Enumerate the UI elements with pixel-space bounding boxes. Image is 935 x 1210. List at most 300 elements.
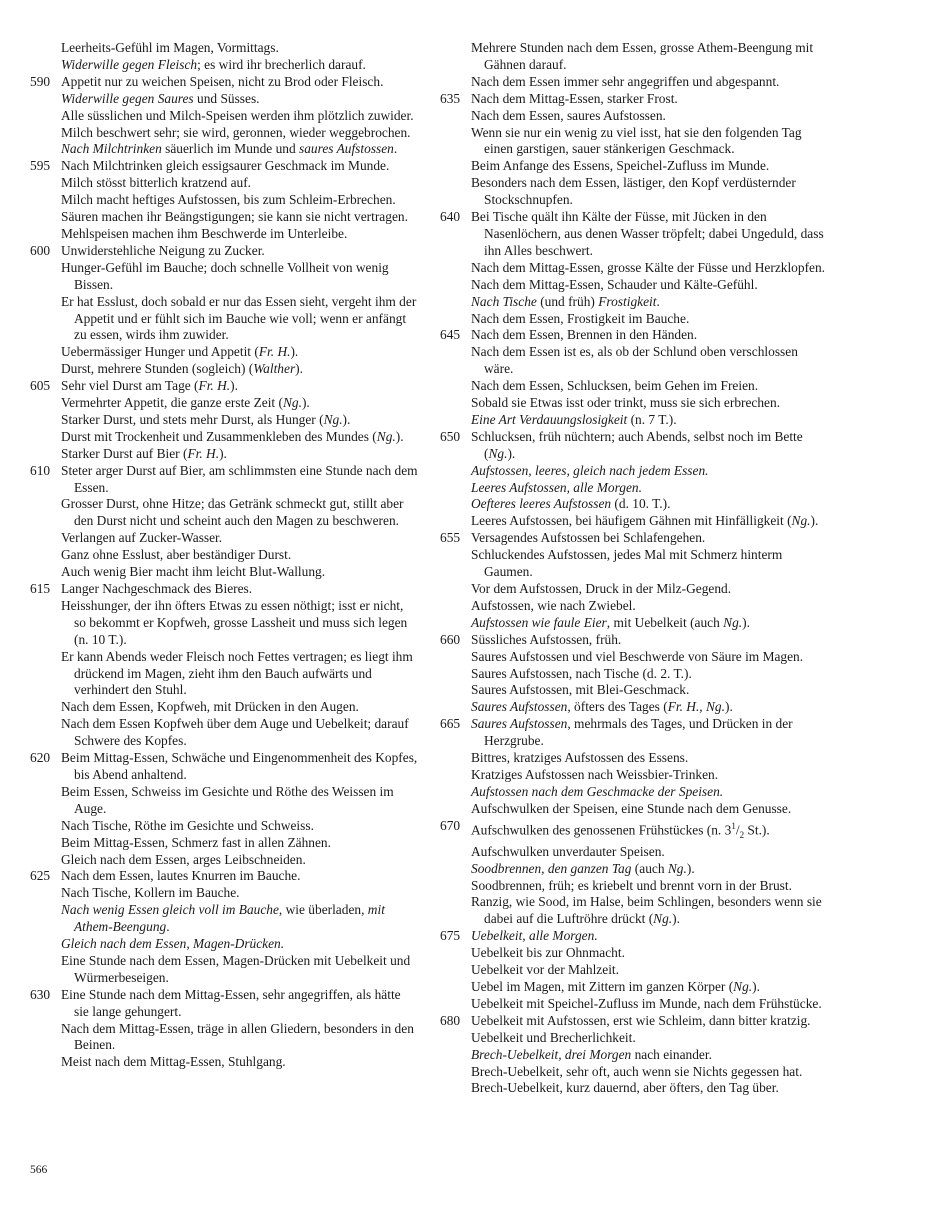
italic-segment: mit Athem-Beengung xyxy=(74,902,385,935)
entry-text xyxy=(471,699,828,716)
symptom-entry xyxy=(30,344,418,361)
italic-segment: saures Aufstossen xyxy=(299,141,394,157)
symptom-entry xyxy=(30,598,418,649)
symptom-entry xyxy=(440,1030,828,1047)
italic-segment: Ng. xyxy=(488,445,508,461)
entry-text xyxy=(471,581,828,598)
symptom-entry xyxy=(30,175,418,192)
text-segment: Nach dem Mittag-Essen, Schauder und Kälte-Gefühl. xyxy=(471,276,758,292)
text-segment: , öfters des Tages ( xyxy=(567,699,668,715)
text-segment: Vor dem Aufstossen, Druck in der Milz-Gegend. xyxy=(471,581,732,596)
text-segment: Nach dem Essen, saures Aufstossen. xyxy=(471,107,666,123)
symptom-entry xyxy=(440,378,828,395)
italic-segment: Widerwille gegen Saures xyxy=(61,90,194,106)
symptom-entry xyxy=(30,564,418,581)
symptom-entry xyxy=(440,615,828,632)
symptom-entry xyxy=(440,513,828,530)
entry-number: 620 xyxy=(30,750,51,766)
text-segment: ). xyxy=(686,860,695,876)
entry-text xyxy=(61,1054,418,1071)
symptom-entry xyxy=(440,530,828,547)
entry-text xyxy=(471,463,828,480)
entry-text xyxy=(61,649,418,700)
text-segment: Nach Tische, Kollern im Bauche. xyxy=(61,885,240,901)
text-segment: Vermehrter Appetit, die ganze erste Zeit ( xyxy=(61,395,283,411)
entry-text xyxy=(61,429,418,446)
italic-segment: Fr. H. xyxy=(187,445,220,461)
entry-text xyxy=(471,513,828,530)
text-segment: Er kann Abends weder Fleisch noch Fettes vertragen; es liegt ihm drückend im Magen, zieht ihm den Bauch aufwärts und verhindert den Stuhl. xyxy=(61,648,413,698)
symptom-entry xyxy=(440,861,828,878)
entry-text xyxy=(61,175,418,192)
symptom-entry xyxy=(440,784,828,801)
entry-text xyxy=(471,1080,828,1097)
symptom-entry xyxy=(440,1047,828,1064)
entry-text xyxy=(61,818,418,835)
text-segment: , wie überladen, xyxy=(278,902,368,918)
entry-text xyxy=(471,91,828,108)
symptom-entry xyxy=(440,74,828,91)
entry-text xyxy=(61,412,418,429)
text-segment: Alle süsslichen und Milch-Speisen werden ihm plötzlich zuwider. xyxy=(61,107,414,123)
entry-number: 630 xyxy=(30,986,51,1002)
text-segment: ). xyxy=(219,445,227,461)
symptom-entry xyxy=(440,209,828,260)
italic-segment: Ng. xyxy=(723,614,743,630)
symptom-entry xyxy=(30,378,418,395)
entry-text xyxy=(61,226,418,243)
text-segment: . xyxy=(166,919,170,935)
entry-number: 665 xyxy=(440,716,461,732)
entry-text xyxy=(471,878,828,895)
entry-number: 640 xyxy=(440,209,461,225)
symptom-entry xyxy=(440,125,828,159)
italic-segment: Nach wenig Essen gleich voll im Bauche xyxy=(61,902,279,918)
text-segment: St.). xyxy=(744,822,770,838)
text-segment: Durst mit Trockenheit und Zusammenkleben des Mundes ( xyxy=(61,428,377,444)
entry-number: 595 xyxy=(30,158,51,174)
symptom-entry xyxy=(440,666,828,683)
text-segment: Mehrere Stunden nach dem Essen, grosse Athem-Beengung mit Gähnen darauf. xyxy=(471,40,814,72)
symptom-entry xyxy=(30,74,418,91)
symptom-entry xyxy=(440,716,828,750)
entry-text xyxy=(61,40,418,57)
entry-text xyxy=(61,344,418,361)
symptom-entry xyxy=(30,40,418,57)
symptom-entry xyxy=(440,699,828,716)
entry-number: 605 xyxy=(30,378,51,394)
italic-segment: Aufstossen nach dem Geschmacke der Speisen. xyxy=(471,783,724,799)
text-segment: Beim Essen, Schweiss im Gesichte und Röthe des Weissen im Auge. xyxy=(61,783,394,816)
entry-text xyxy=(471,530,828,547)
entry-text xyxy=(61,784,418,818)
text-segment: Sobald sie Etwas isst oder trinkt, muss sie sich erbrechen. xyxy=(471,395,781,411)
text-segment: säuerlich im Munde und xyxy=(161,141,300,157)
italic-segment: Eine Art Verdauungslosigkeit xyxy=(471,411,628,427)
entry-text xyxy=(61,1021,418,1055)
symptom-entry xyxy=(30,547,418,564)
entry-text xyxy=(61,463,418,497)
text-segment: Uebelkeit und Brecherlichkeit. xyxy=(471,1029,636,1045)
entry-text xyxy=(471,682,828,699)
text-segment: Wenn sie nur ein wenig zu viel isst, hat sie den folgenden Tag einen garstigen, sauer stänkerigen Geschmack. xyxy=(471,124,802,157)
text-segment: Schlucksen, früh nüchtern; auch Abends, selbst noch im Bette ( xyxy=(471,428,803,461)
symptom-entry xyxy=(440,91,828,108)
text-segment: Nach dem Mittag-Essen, grosse Kälte der Füsse und Herzklopfen. xyxy=(471,259,826,275)
entry-text xyxy=(61,530,418,547)
text-segment: ). xyxy=(290,344,299,360)
symptom-entry xyxy=(30,987,418,1021)
symptom-entry xyxy=(30,818,418,835)
symptom-entry xyxy=(440,632,828,649)
entry-text xyxy=(61,378,418,395)
entry-text xyxy=(471,1013,828,1030)
entry-text xyxy=(471,894,828,928)
text-segment: Bittres, kratziges Aufstossen des Essens. xyxy=(471,750,689,766)
italic-segment: Fr. H., Ng. xyxy=(667,699,725,715)
symptom-entry xyxy=(440,1064,828,1081)
text-segment: Aufschwulken unverdauter Speisen. xyxy=(471,843,665,859)
text-segment: Saures Aufstossen, nach Tische (d. 2. T.). xyxy=(471,665,692,681)
text-segment: Milch beschwert sehr; sie wird, geronnen, wieder weggebrochen. xyxy=(61,124,411,140)
symptom-entry xyxy=(440,962,828,979)
text-segment: Uebelkeit mit Aufstossen, erst wie Schleim, dann bitter kratzig. xyxy=(471,1012,811,1028)
entry-text xyxy=(471,175,828,209)
italic-segment: Ng. xyxy=(733,978,753,994)
entry-text xyxy=(61,699,418,716)
text-segment: Aufschwulken des genossenen Frühstückes (n. 3 xyxy=(471,822,732,838)
entry-text xyxy=(61,598,418,649)
entry-text xyxy=(61,987,418,1021)
entry-text xyxy=(471,996,828,1013)
right-column xyxy=(440,40,828,1097)
symptom-entry xyxy=(440,649,828,666)
symptom-entry xyxy=(30,260,418,294)
entry-text xyxy=(61,953,418,987)
entry-text xyxy=(61,192,418,209)
symptom-entry xyxy=(30,91,418,108)
text-segment: Uebermässiger Hunger und Appetit ( xyxy=(61,344,259,360)
symptom-entry xyxy=(30,852,418,869)
entry-number: 660 xyxy=(440,631,461,647)
symptom-entry xyxy=(440,429,828,463)
symptom-entry xyxy=(30,953,418,987)
symptom-entry xyxy=(30,446,418,463)
text-segment: Beim Anfange des Essens, Speichel-Zufluss im Munde. xyxy=(471,158,770,174)
text-segment: (und früh) xyxy=(536,293,599,309)
entry-text xyxy=(471,158,828,175)
symptom-entry xyxy=(440,581,828,598)
text-segment: . xyxy=(656,293,660,309)
text-segment: 1 xyxy=(731,820,736,831)
symptom-entry xyxy=(440,311,828,328)
symptom-entry xyxy=(30,1054,418,1071)
entry-text xyxy=(471,979,828,996)
symptom-entry xyxy=(30,429,418,446)
text-segment: 2 xyxy=(739,829,745,840)
text-segment: Nach Milchtrinken gleich essigsaurer Geschmack im Munde. xyxy=(61,158,390,174)
text-segment: Heisshunger, der ihn öfters Etwas zu essen nöthigt; isst er nicht, so bekommt er Kopfweh, grosse Lassheit und muss sich legen (n. 10 T.). xyxy=(61,597,408,647)
entry-text xyxy=(471,649,828,666)
symptom-entry xyxy=(30,649,418,700)
entry-text xyxy=(61,108,418,125)
entry-text xyxy=(61,547,418,564)
entry-number: 670 xyxy=(440,817,461,833)
entry-text xyxy=(61,868,418,885)
text-segment: Uebelkeit bis zur Ohnmacht. xyxy=(471,945,625,961)
symptom-entry xyxy=(30,784,418,818)
entry-text xyxy=(471,344,828,378)
symptom-entry xyxy=(30,699,418,716)
symptom-entry xyxy=(440,878,828,895)
entry-text xyxy=(61,750,418,784)
text-segment: Nach dem Essen, lautes Knurren im Bauche. xyxy=(61,868,301,884)
text-segment: Starker Durst, und stets mehr Durst, als Hunger ( xyxy=(61,411,324,427)
text-segment: ). xyxy=(810,513,819,529)
symptom-entry xyxy=(30,294,418,345)
symptom-entry xyxy=(30,395,418,412)
symptom-entry xyxy=(30,361,418,378)
symptom-entry xyxy=(440,767,828,784)
text-segment: ). xyxy=(507,445,516,461)
text-segment: (n. 7 T.). xyxy=(627,411,677,427)
entry-text xyxy=(471,108,828,125)
text-segment: nach einander. xyxy=(631,1046,712,1062)
entry-text xyxy=(471,260,828,277)
symptom-entry xyxy=(30,57,418,74)
entry-number: 600 xyxy=(30,242,51,258)
symptom-entry xyxy=(440,327,828,344)
symptom-entry xyxy=(30,463,418,497)
entry-number: 590 xyxy=(30,73,51,89)
entry-text xyxy=(61,74,418,91)
entry-text xyxy=(471,125,828,159)
symptom-entry xyxy=(440,260,828,277)
entry-number: 635 xyxy=(440,90,461,106)
entry-text xyxy=(471,1030,828,1047)
text-segment: Nach dem Essen, Kopfweh, mit Drücken in den Augen. xyxy=(61,699,359,715)
symptom-entry xyxy=(440,682,828,699)
italic-segment: Ng. xyxy=(667,860,687,876)
symptom-entry xyxy=(440,496,828,513)
text-segment: und Süsses. xyxy=(193,90,260,106)
entry-text xyxy=(61,496,418,530)
text-segment: Saures Aufstossen und viel Beschwerde von Säure im Magen. xyxy=(471,648,804,664)
symptom-entry xyxy=(440,108,828,125)
entry-text xyxy=(61,564,418,581)
entry-text xyxy=(471,496,828,513)
italic-segment: Aufstossen wie faule Eier xyxy=(471,614,607,630)
text-segment: ). xyxy=(301,395,310,411)
entry-text xyxy=(471,928,828,945)
text-segment: Sehr viel Durst am Tage ( xyxy=(61,378,199,394)
text-segment: Durst, mehrere Stunden (sogleich) ( xyxy=(61,361,254,377)
entry-text xyxy=(61,716,418,750)
symptom-entry xyxy=(440,928,828,945)
symptom-entry xyxy=(440,945,828,962)
entry-text xyxy=(471,277,828,294)
text-segment: Meist nach dem Mittag-Essen, Stuhlgang. xyxy=(61,1054,286,1070)
text-segment: Leeres Aufstossen, bei häufigem Gähnen mit Hinfälligkeit ( xyxy=(471,513,792,529)
entry-number: 610 xyxy=(30,462,51,478)
symptom-entry xyxy=(30,192,418,209)
entry-text xyxy=(61,57,418,74)
text-segment: Auch wenig Bier macht ihm leicht Blut-Wallung. xyxy=(61,564,326,580)
text-segment: Säuren machen ihr Beängstigungen; sie kann sie nicht vertragen. xyxy=(61,209,408,225)
symptom-entry xyxy=(30,412,418,429)
text-segment: ). xyxy=(752,978,760,994)
entry-text xyxy=(471,1047,828,1064)
italic-segment: Leeres Aufstossen, alle Morgen. xyxy=(471,479,642,495)
symptom-entry xyxy=(30,530,418,547)
symptom-entry xyxy=(440,801,828,818)
entry-text xyxy=(471,666,828,683)
entry-text xyxy=(471,395,828,412)
entry-text xyxy=(471,1064,828,1081)
symptom-entry xyxy=(30,1021,418,1055)
text-segment: Ganz ohne Esslust, aber beständiger Durst. xyxy=(61,547,292,563)
italic-segment: Ng. xyxy=(376,428,396,444)
text-segment: Nach dem Essen, Brennen in den Händen. xyxy=(471,327,698,343)
text-segment: ). xyxy=(672,911,680,927)
symptom-entry xyxy=(440,294,828,311)
text-segment: Gleich nach dem Essen, arges Leibschneiden. xyxy=(61,851,306,867)
text-segment: ). xyxy=(724,699,733,715)
symptom-entry xyxy=(440,750,828,767)
text-segment: Nach dem Essen, Schlucksen, beim Gehen im Freien. xyxy=(471,378,759,394)
symptom-entry xyxy=(440,463,828,480)
left-column xyxy=(30,40,418,1071)
text-segment: Verlangen auf Zucker-Wasser. xyxy=(61,530,223,546)
symptom-entry xyxy=(440,344,828,378)
symptom-entry xyxy=(30,243,418,260)
text-segment: Unwiderstehliche Neigung zu Zucker. xyxy=(61,242,265,258)
italic-segment: Fr. H. xyxy=(198,378,231,394)
entry-text xyxy=(61,395,418,412)
text-segment: ). xyxy=(230,378,238,394)
text-segment: Nach dem Essen immer sehr angegriffen und abgespannt. xyxy=(471,73,780,89)
symptom-entry xyxy=(440,844,828,861)
page-number: 566 xyxy=(30,1164,48,1176)
entry-text xyxy=(61,243,418,260)
text-segment: Steter arger Durst auf Bier, am schlimmsten eine Stunde nach dem Essen. xyxy=(61,462,418,495)
entry-text xyxy=(61,446,418,463)
text-segment: Uebel im Magen, mit Zittern im ganzen Körper ( xyxy=(471,978,734,994)
entry-text xyxy=(471,40,828,74)
symptom-entry xyxy=(30,209,418,226)
entry-text xyxy=(471,598,828,615)
symptom-entry xyxy=(440,547,828,581)
entry-number: 650 xyxy=(440,428,461,444)
italic-segment: Saures Aufstossen xyxy=(471,716,568,732)
symptom-entry xyxy=(30,125,418,142)
italic-segment: Gleich nach dem Essen, Magen-Drücken. xyxy=(61,936,285,952)
text-segment: Nach dem Essen Kopfweh über dem Auge und Uebelkeit; darauf Schwere des Kopfes. xyxy=(61,716,409,749)
text-segment: ; es wird ihr brecherlich darauf. xyxy=(197,56,366,72)
text-segment: Mehlspeisen machen ihm Beschwerde im Unterleibe. xyxy=(61,225,348,241)
text-segment: Eine Stunde nach dem Mittag-Essen, sehr angegriffen, als hätte sie lange gehungert. xyxy=(61,986,401,1019)
italic-segment: Brech-Uebelkeit, drei Morgen xyxy=(471,1046,632,1062)
entry-text xyxy=(471,209,828,260)
entry-text xyxy=(471,818,828,844)
symptom-entry xyxy=(440,480,828,497)
symptom-entry xyxy=(30,141,418,158)
italic-segment: Saures Aufstossen xyxy=(471,699,568,715)
text-segment: Nach dem Essen ist es, als ob der Schlund oben verschlossen wäre. xyxy=(471,344,798,377)
text-segment: Langer Nachgeschmack des Bieres. xyxy=(61,581,253,596)
entry-text xyxy=(471,311,828,328)
text-segment: Aufschwulken der Speisen, eine Stunde nach dem Genusse. xyxy=(471,800,792,816)
entry-text xyxy=(471,750,828,767)
text-segment: Appetit nur zu weichen Speisen, nicht zu Brod oder Fleisch. xyxy=(61,73,384,89)
symptom-entry xyxy=(440,996,828,1013)
entry-text xyxy=(471,945,828,962)
symptom-entry xyxy=(440,277,828,294)
entry-number: 675 xyxy=(440,928,461,944)
entry-text xyxy=(61,158,418,175)
italic-segment: Ng. xyxy=(653,911,673,927)
text-segment: Versagendes Aufstossen bei Schlafengehen. xyxy=(471,530,706,546)
text-segment: (d. 10. T.). xyxy=(611,496,671,512)
text-segment: Milch macht heftiges Aufstossen, bis zum Schleim-Erbrechen. xyxy=(61,192,396,208)
text-segment: Soodbrennen, früh; es kriebelt und brennt vorn in der Brust. xyxy=(471,877,792,893)
entry-number: 645 xyxy=(440,327,461,343)
text-segment: Grosser Durst, ohne Hitze; das Getränk schmeckt gut, stillt aber den Durst nicht und scheint auch den Magen zu beschweren. xyxy=(61,496,404,529)
symptom-entry xyxy=(440,158,828,175)
text-segment: Beim Mittag-Essen, Schmerz fast in allen Zähnen. xyxy=(61,834,331,850)
entry-text xyxy=(471,784,828,801)
entry-text xyxy=(471,861,828,878)
symptom-entry xyxy=(30,716,418,750)
entry-text xyxy=(61,361,418,378)
text-segment: Kratziges Aufstossen nach Weissbier-Trinken. xyxy=(471,766,719,782)
entry-number: 680 xyxy=(440,1012,461,1028)
entry-text xyxy=(61,581,418,598)
text-segment: Eine Stunde nach dem Essen, Magen-Drücken mit Uebelkeit und Würmerbeseigen. xyxy=(61,952,411,985)
symptom-entry xyxy=(30,835,418,852)
symptom-entry xyxy=(440,979,828,996)
symptom-entry xyxy=(440,40,828,74)
text-segment: Nach dem Mittag-Essen, träge in allen Gliedern, besonders in den Beinen. xyxy=(61,1020,414,1053)
symptom-entry xyxy=(30,158,418,175)
italic-segment: Ng. xyxy=(791,513,811,529)
symptom-entry xyxy=(30,108,418,125)
entry-text xyxy=(471,294,828,311)
text-segment: Besonders nach dem Essen, lästiger, den Kopf verdüsternder Stockschnupfen. xyxy=(471,175,796,208)
symptom-entry xyxy=(30,496,418,530)
text-segment: ). xyxy=(395,428,404,444)
text-segment: Aufstossen, wie nach Zwiebel. xyxy=(471,597,636,613)
text-segment: Bei Tische quält ihn Kälte der Füsse, mit Jücken in den Nasenlöchern, aus denen Wasser tröpfelt; dabei Ungeduld, dass ihn Alles beschwert. xyxy=(471,209,824,258)
italic-segment: Frostigkeit xyxy=(598,293,657,309)
text-segment: Schluckendes Aufstossen, jedes Mal mit Schmerz hinterm Gaumen. xyxy=(471,547,783,580)
italic-segment: Soodbrennen, den ganzen Tag xyxy=(471,860,632,876)
symptom-entry xyxy=(440,395,828,412)
italic-segment: Aufstossen, leeres, gleich nach jedem Essen. xyxy=(471,462,709,478)
entry-text xyxy=(471,716,828,750)
italic-segment: Nach Milchtrinken xyxy=(61,141,162,157)
text-segment: Ranzig, wie Sood, im Halse, beim Schlingen, besonders wenn sie dabei auf die Luftröhre drückt ( xyxy=(471,894,822,927)
text-segment: Nach dem Essen, Frostigkeit im Bauche. xyxy=(471,310,690,326)
entry-text xyxy=(471,327,828,344)
text-segment: Uebelkeit mit Speichel-Zufluss im Munde, nach dem Frühstücke. xyxy=(471,995,822,1011)
symptom-entry xyxy=(440,818,828,844)
text-segment: (auch xyxy=(631,860,668,876)
italic-segment: Ng. xyxy=(282,395,302,411)
italic-segment: Uebelkeit, alle Morgen. xyxy=(471,928,598,944)
text-segment: Süssliches Aufstossen, früh. xyxy=(471,631,622,647)
text-segment: Uebelkeit vor der Mahlzeit. xyxy=(471,962,619,978)
